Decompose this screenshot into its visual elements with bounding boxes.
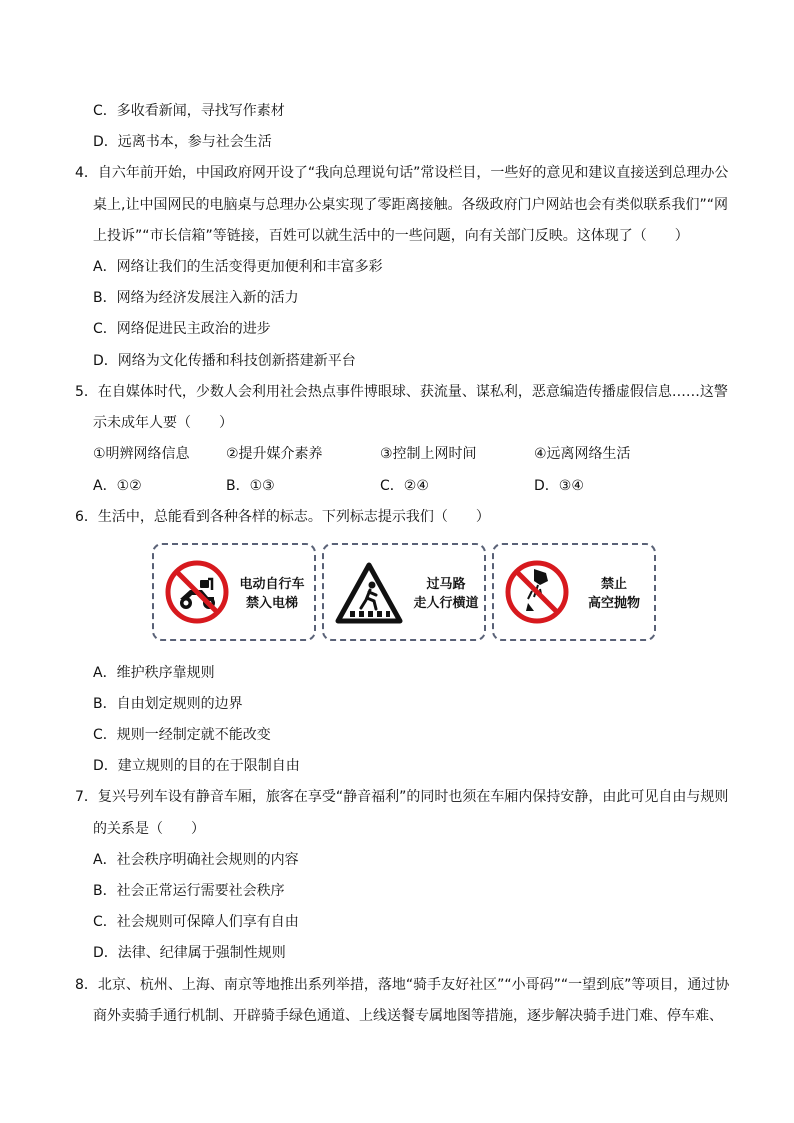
q4-stem-line-2: 桌上,让中国网民的电脑桌与总理办公桌实现了零距离接触。各级政府门户网站也会有类似联系我们”“网 xyxy=(93,197,728,213)
q5-option-b: B．①③ xyxy=(226,478,275,494)
sign-3-line-1: 禁止 xyxy=(600,577,627,592)
sign-no-ebike xyxy=(152,543,316,641)
q6-option-a: A．维护秩序靠规则 xyxy=(93,665,215,681)
q4-option-d: D．网络为文化传播和科技创新搭建新平台 xyxy=(93,353,356,369)
q7-option-c: C．社会规则可保障人们享有自由 xyxy=(93,914,299,930)
q5-item-4: ④远离网络生活 xyxy=(534,446,631,462)
q7-option-a: A．社会秩序明确社会规则的内容 xyxy=(93,852,299,868)
q7-option-d: D．法律、纪律属于强制性规则 xyxy=(93,945,286,961)
q4-option-a: A．网络让我们的生活变得更加便利和丰富多彩 xyxy=(93,259,383,275)
q5-option-a: A．①② xyxy=(93,478,142,494)
q3-option-c: C．多收看新闻，寻找写作素材 xyxy=(93,103,285,119)
q7-option-b: B．社会正常运行需要社会秩序 xyxy=(93,883,285,899)
sign-3-line-2: 高空抛物 xyxy=(587,596,640,611)
sign-crosswalk xyxy=(322,543,486,641)
q4-option-b: B．网络为经济发展注入新的活力 xyxy=(93,290,299,306)
sign-2-line-2: 走人行横道 xyxy=(413,596,479,611)
q5-option-d: D．③④ xyxy=(534,478,584,494)
q6-option-c: C．规则一经制定就不能改变 xyxy=(93,727,271,743)
q3-option-d: D．远离书本，参与社会生活 xyxy=(93,134,272,150)
q5-stem-line-2: 示未成年人要（ ） xyxy=(93,415,233,431)
q5-item-2: ②提升媒介素养 xyxy=(226,446,323,462)
q5-item-3: ③控制上网时间 xyxy=(380,446,477,462)
q6-stem: 6．生活中，总能看到各种各样的标志。下列标志提示我们（ ） xyxy=(75,509,490,525)
q6-option-b: B．自由划定规则的边界 xyxy=(93,696,243,712)
sign-no-throwing xyxy=(492,543,656,641)
q4-stem-line-3: 上投诉”“市长信箱”等链接，百姓可以就生活中的一些问题，向有关部门反映。这体现了（ ） xyxy=(93,228,689,244)
sign-1-line-1: 电动自行车 xyxy=(239,577,305,592)
q6-option-d: D．建立规则的目的在于限制自由 xyxy=(93,758,300,774)
sign-2-line-1: 过马路 xyxy=(426,577,466,592)
sign-figure xyxy=(152,543,658,643)
no-ebike-icon xyxy=(164,559,230,625)
q8-stem-line-2: 商外卖骑手通行机制、开辟骑手绿色通道、上线送餐专属地图等措施，逐步解决骑手进门难、停车难、 xyxy=(93,1008,723,1024)
q4-option-c: C．网络促进民主政治的进步 xyxy=(93,321,271,337)
no-throwing-icon xyxy=(504,559,570,625)
q7-stem-line-2: 的关系是（ ） xyxy=(93,821,205,837)
sign-1-line-2: 禁入电梯 xyxy=(245,596,298,611)
q5-item-1: ①明辨网络信息 xyxy=(93,446,190,462)
q5-stem-line-1: 5．在自媒体时代，少数人会利用社会热点事件博眼球、获流量、谋私利，恶意编造传播虚假信息……这警 xyxy=(75,384,728,400)
q7-stem-line-1: 7．复兴号列车设有静音车厢，旅客在享受“静音福利”的同时也须在车厢内保持安静，由此可见自由与规则 xyxy=(75,789,729,805)
q4-stem-line-1: 4．自六年前开始，中国政府网开设了“我向总理说句话”常设栏目，一些好的意见和建议直接送到总理办公 xyxy=(75,165,729,181)
pedestrian-crossing-icon xyxy=(334,561,404,625)
q8-stem-line-1: 8．北京、杭州、上海、南京等地推出系列举措，落地“骑手友好社区”“小哥码”“一望到底”等项目，通过协 xyxy=(75,977,730,993)
q5-option-c: C．②④ xyxy=(380,478,429,494)
